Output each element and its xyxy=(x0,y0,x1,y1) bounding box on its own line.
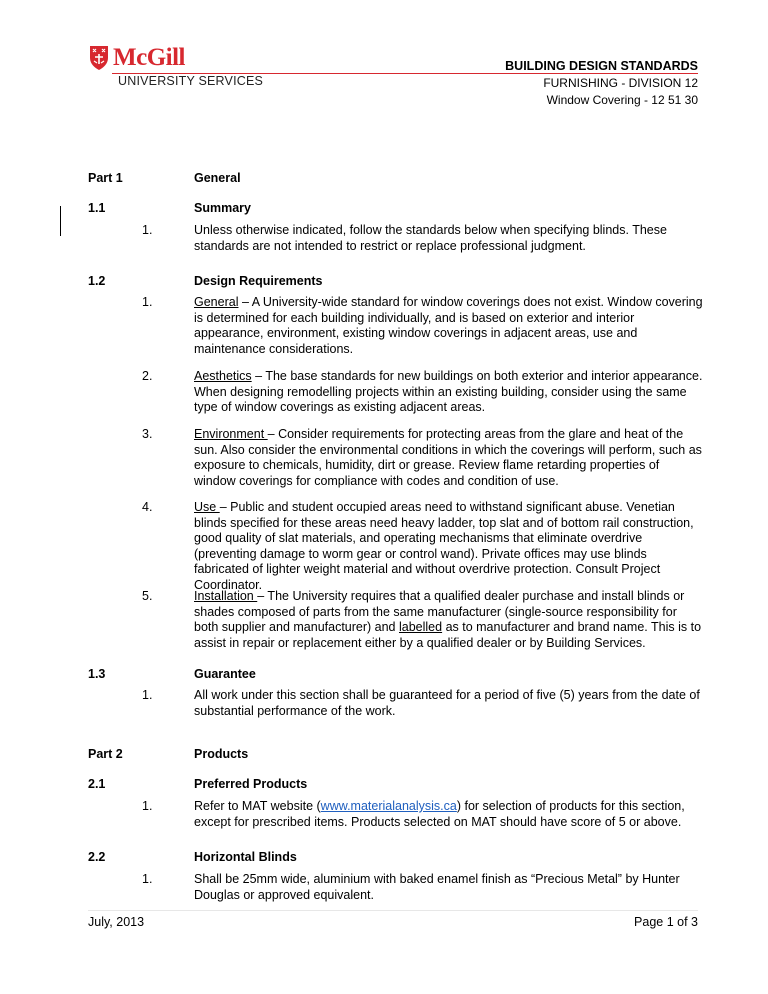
item-body: – The base standards for new buildings on both exterior and interior appearance. When designing remodelling projects within an existing building, consider using the same type of window coverings as existing adjacent areas. xyxy=(194,369,703,414)
item-text: All work under this section shall be guaranteed for a period of five (5) years from the date of substantial performance of the work. xyxy=(194,688,700,718)
item-body: ) for selection of products for this section, except for prescribed items. Products selected on MAT should have score of 5 or above. xyxy=(194,799,685,829)
item-number: 1. xyxy=(142,295,153,309)
section-title: Guarantee xyxy=(194,667,256,681)
document-title: BUILDING DESIGN STANDARDS xyxy=(505,59,698,73)
section-number: 2.1 xyxy=(88,777,106,791)
item-number: 1. xyxy=(142,688,153,702)
part-label: Part 1 xyxy=(88,171,123,185)
item-body: – Consider requirements for protecting areas from the glare and heat of the sun. Also consider the environmental conditions in which the coverings will perform, such as exposure to chemicals, humidity, dirt or grease. Review flame retarding properties of window coverings for compliance with codes and condition of use. xyxy=(194,427,702,488)
section-number: 1.2 xyxy=(88,274,106,288)
revision-change-bar xyxy=(60,206,61,236)
item-body: – A University-wide standard for window coverings does not exist. Window covering is determined for each building individually, and is based on exterior and interior appearance, environment, existing window coverings in adjacent areas, use and maintenance considerations. xyxy=(194,295,703,356)
item-term: Environment xyxy=(194,427,268,441)
section-title: Preferred Products xyxy=(194,777,308,791)
item-text xyxy=(194,500,704,593)
item-term: labelled xyxy=(399,620,443,634)
item-text: Unless otherwise indicated, follow the standards below when specifying blinds. These standards are not intended to restrict or replace professional judgment. xyxy=(194,223,667,253)
part-heading: Products xyxy=(194,747,249,761)
section-title: Design Requirements xyxy=(194,274,323,288)
division-label: FURNISHING - DIVISION 12 xyxy=(543,76,698,90)
item-body: Refer to MAT website ( xyxy=(194,799,321,813)
item-number: 2. xyxy=(142,369,153,383)
item-number: 1. xyxy=(142,872,153,886)
footer-rule xyxy=(88,910,698,911)
part-heading: General xyxy=(194,171,241,185)
mat-website-link[interactable]: www.materialanalysis.ca xyxy=(320,799,457,813)
section-title: Summary xyxy=(194,201,251,215)
item-text xyxy=(194,799,704,830)
section-number: 1.3 xyxy=(88,667,106,681)
section-number: 2.2 xyxy=(88,850,106,864)
section-number: 1.1 xyxy=(88,201,106,215)
section-title: Horizontal Blinds xyxy=(194,850,297,864)
item-number: 4. xyxy=(142,500,153,514)
item-number: 3. xyxy=(142,427,153,441)
item-text xyxy=(194,589,704,651)
item-text: Shall be 25mm wide, aluminium with baked enamel finish as “Precious Metal” by Hunter Douglas or approved equivalent. xyxy=(194,872,680,902)
item-number: 5. xyxy=(142,589,153,603)
footer-page-number: Page 1 of 3 xyxy=(634,915,698,929)
footer-date: July, 2013 xyxy=(88,915,145,929)
item-text xyxy=(194,427,704,489)
section-label: Window Covering - 12 51 30 xyxy=(546,93,698,107)
part-label: Part 2 xyxy=(88,747,123,761)
item-number: 1. xyxy=(142,799,153,813)
item-term: Aesthetics xyxy=(194,369,252,383)
mcgill-crest-icon xyxy=(89,45,109,71)
item-number: 1. xyxy=(142,223,153,237)
item-text xyxy=(194,369,704,416)
item-term: Use xyxy=(194,500,220,514)
item-term: Installation xyxy=(194,589,258,603)
item-body: – Public and student occupied areas need to withstand significant abuse. Venetian blinds specified for these areas need heavy ladder, top slat and of bottom rail construction, good quality of slat materials, and operating mechanisms that eliminate overdrive (preventing damage to worm gear or control wand). Private offices may use blinds fabricated of lighter weight material and without overdrive protection. Consult Project Coordinator. xyxy=(194,500,694,592)
item-text xyxy=(194,295,704,357)
item-term: General xyxy=(194,295,239,309)
item-body: as to manufacturer and brand name. This is to assist in repair or replacement either by a qualified dealer or by Building Services. xyxy=(194,620,702,650)
logo-wordmark: McGill xyxy=(113,44,185,71)
mcgill-logo xyxy=(89,44,185,72)
unit-name: UNIVERSITY SERVICES xyxy=(118,74,264,88)
item-body: – The University requires that a qualified dealer purchase and install blinds or shades composed of parts from the same manufacturer (single-source responsibility for both supplier and manufacturer) and xyxy=(194,589,685,634)
